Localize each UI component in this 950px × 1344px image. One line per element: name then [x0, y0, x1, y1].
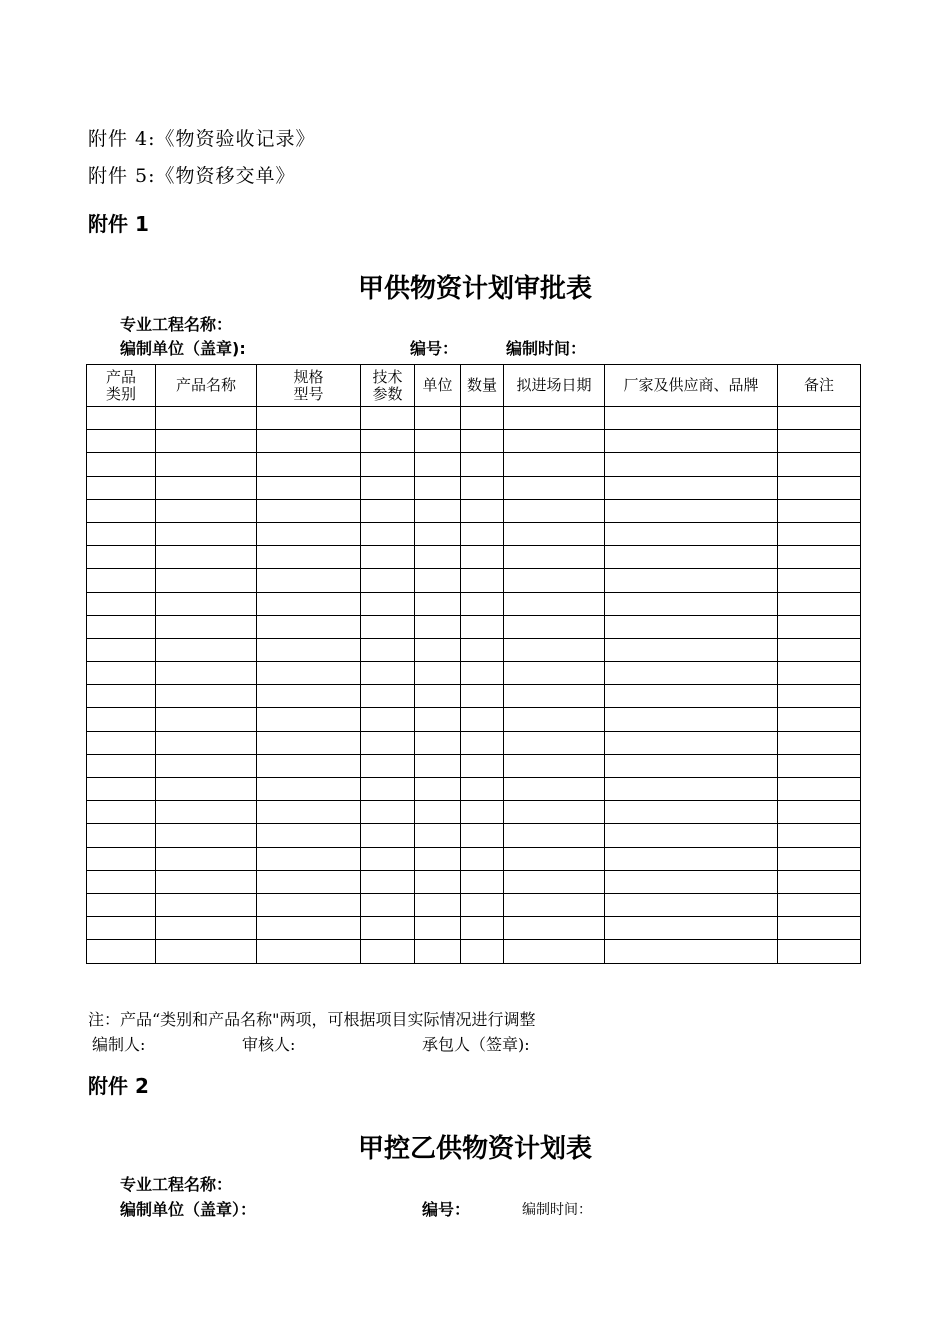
table-cell[interactable] [461, 870, 504, 893]
column-header: 拟进场日期 [504, 365, 605, 407]
column-header: 技术 参数 [361, 365, 415, 407]
table-row [87, 801, 861, 824]
table-cell[interactable] [361, 847, 415, 870]
table-cell[interactable] [361, 917, 415, 940]
table-cell[interactable] [257, 778, 361, 801]
table-cell[interactable] [87, 801, 156, 824]
table-cell[interactable] [605, 870, 778, 893]
table-cell[interactable] [504, 430, 605, 453]
table-cell[interactable] [778, 847, 861, 870]
table-row [87, 731, 861, 754]
table-cell[interactable] [361, 522, 415, 545]
table-row [87, 685, 861, 708]
table-cell[interactable] [156, 638, 257, 661]
table-cell[interactable] [461, 453, 504, 476]
table-cell[interactable] [257, 731, 361, 754]
material-plan-table [86, 364, 861, 964]
table-cell[interactable] [415, 731, 461, 754]
table-cell[interactable] [87, 569, 156, 592]
column-header: 规格 型号 [257, 365, 361, 407]
table-cell[interactable] [87, 499, 156, 522]
attachment2-date-label: 编制时间： [522, 1202, 592, 1218]
table-cell[interactable] [415, 407, 461, 430]
table-cell[interactable] [504, 499, 605, 522]
table-cell[interactable] [605, 546, 778, 569]
table-cell[interactable] [361, 801, 415, 824]
table-cell[interactable] [415, 847, 461, 870]
table-cell[interactable] [605, 476, 778, 499]
table-cell[interactable] [361, 940, 415, 963]
table-cell[interactable] [87, 870, 156, 893]
table-cell[interactable] [257, 430, 361, 453]
table-cell[interactable] [87, 453, 156, 476]
table-cell[interactable] [461, 546, 504, 569]
table-cell[interactable] [778, 615, 861, 638]
table-cell[interactable] [415, 638, 461, 661]
table-cell[interactable] [605, 685, 778, 708]
table-cell[interactable] [361, 893, 415, 916]
table-cell[interactable] [415, 546, 461, 569]
table-cell[interactable] [415, 778, 461, 801]
table-cell[interactable] [361, 499, 415, 522]
table-cell[interactable] [778, 917, 861, 940]
table-cell[interactable] [87, 546, 156, 569]
table-cell[interactable] [361, 476, 415, 499]
table-cell[interactable] [87, 615, 156, 638]
table-cell[interactable] [461, 778, 504, 801]
table-cell[interactable] [257, 615, 361, 638]
table-cell[interactable] [778, 546, 861, 569]
table-cell[interactable] [504, 662, 605, 685]
table-row [87, 522, 861, 545]
table-cell[interactable] [778, 754, 861, 777]
table-cell[interactable] [504, 522, 605, 545]
table-cell[interactable] [361, 638, 415, 661]
table-cell[interactable] [156, 430, 257, 453]
table-cell[interactable] [605, 731, 778, 754]
attachment2-unit-label: 编制单位（盖章）： [120, 1200, 257, 1219]
attachment2-title: 甲控乙供物资计划表 [357, 1134, 592, 1164]
table-cell[interactable] [605, 754, 778, 777]
table-cell[interactable] [461, 801, 504, 824]
table-cell[interactable] [605, 615, 778, 638]
table-cell[interactable] [257, 917, 361, 940]
table-cell[interactable] [778, 685, 861, 708]
table-cell[interactable] [156, 592, 257, 615]
table-cell[interactable] [605, 662, 778, 685]
preparer-label: 编制人: [92, 1035, 146, 1054]
table-cell[interactable] [778, 731, 861, 754]
table-cell[interactable] [778, 778, 861, 801]
table-cell[interactable] [461, 407, 504, 430]
table-cell[interactable] [415, 522, 461, 545]
table-row [87, 662, 861, 685]
table-row [87, 569, 861, 592]
table-cell[interactable] [257, 801, 361, 824]
table-cell[interactable] [504, 592, 605, 615]
table-cell[interactable] [87, 708, 156, 731]
table-cell[interactable] [361, 754, 415, 777]
table-cell[interactable] [361, 731, 415, 754]
table-cell[interactable] [415, 893, 461, 916]
table-cell[interactable] [504, 476, 605, 499]
number-label: 编号： [410, 339, 459, 358]
table-cell[interactable] [605, 522, 778, 545]
table-cell[interactable] [504, 917, 605, 940]
table-cell[interactable] [504, 685, 605, 708]
table-cell[interactable] [778, 453, 861, 476]
table-cell[interactable] [778, 638, 861, 661]
table-cell[interactable] [87, 917, 156, 940]
table-cell[interactable] [605, 893, 778, 916]
attachment2-number-label: 编号： [422, 1200, 471, 1219]
table-cell[interactable] [257, 522, 361, 545]
table-cell[interactable] [504, 569, 605, 592]
attachment2-heading: 附件 2 [88, 1074, 149, 1098]
table-cell[interactable] [257, 499, 361, 522]
table-cell[interactable] [156, 870, 257, 893]
table-cell[interactable] [156, 708, 257, 731]
table-cell[interactable] [504, 638, 605, 661]
table-cell[interactable] [605, 847, 778, 870]
table-cell[interactable] [257, 893, 361, 916]
table-cell[interactable] [361, 662, 415, 685]
table-cell[interactable] [156, 940, 257, 963]
table-row [87, 615, 861, 638]
table-cell[interactable] [461, 592, 504, 615]
attachment2-project-name-label: 专业工程名称： [120, 1175, 233, 1194]
table-cell[interactable] [415, 615, 461, 638]
table-cell[interactable] [361, 685, 415, 708]
table-header-row [87, 365, 861, 407]
table-cell[interactable] [504, 615, 605, 638]
table-cell[interactable] [778, 708, 861, 731]
table-row [87, 870, 861, 893]
table-cell[interactable] [257, 592, 361, 615]
table-cell[interactable] [156, 453, 257, 476]
attachment1-title: 甲供物资计划审批表 [357, 274, 592, 304]
table-cell[interactable] [361, 430, 415, 453]
table-cell[interactable] [605, 708, 778, 731]
reviewer-label: 审核人: [242, 1035, 296, 1054]
table-cell[interactable] [415, 940, 461, 963]
column-header: 产品 类别 [87, 365, 156, 407]
table-cell[interactable] [87, 662, 156, 685]
table-cell[interactable] [504, 708, 605, 731]
table-cell[interactable] [156, 731, 257, 754]
table-cell[interactable] [87, 824, 156, 847]
table-cell[interactable] [415, 662, 461, 685]
table-cell[interactable] [605, 824, 778, 847]
table-cell[interactable] [415, 870, 461, 893]
table-cell[interactable] [87, 731, 156, 754]
table-cell[interactable] [361, 708, 415, 731]
table-cell[interactable] [156, 847, 257, 870]
column-header: 备注 [778, 365, 861, 407]
date-label: 编制时间： [506, 339, 587, 358]
table-row [87, 754, 861, 777]
table-cell[interactable] [156, 893, 257, 916]
table-cell[interactable] [361, 824, 415, 847]
table-cell[interactable] [156, 662, 257, 685]
project-name-label: 专业工程名称： [120, 315, 233, 334]
column-header: 数量 [461, 365, 504, 407]
table-cell[interactable] [415, 430, 461, 453]
table-cell[interactable] [361, 453, 415, 476]
table-cell[interactable] [504, 731, 605, 754]
table-row [87, 592, 861, 615]
table-cell[interactable] [87, 778, 156, 801]
table-cell[interactable] [605, 638, 778, 661]
table-cell[interactable] [504, 778, 605, 801]
table-cell[interactable] [504, 940, 605, 963]
table-row [87, 824, 861, 847]
table-cell[interactable] [605, 407, 778, 430]
table-cell[interactable] [361, 546, 415, 569]
table-cell[interactable] [361, 569, 415, 592]
table-cell[interactable] [461, 569, 504, 592]
table-cell[interactable] [257, 754, 361, 777]
table-cell[interactable] [361, 778, 415, 801]
table-cell[interactable] [461, 847, 504, 870]
table-cell[interactable] [87, 407, 156, 430]
table-cell[interactable] [504, 870, 605, 893]
table-cell[interactable] [461, 522, 504, 545]
table-cell[interactable] [87, 847, 156, 870]
table-cell[interactable] [778, 801, 861, 824]
table-cell[interactable] [415, 708, 461, 731]
table-cell[interactable] [461, 615, 504, 638]
table-cell[interactable] [257, 708, 361, 731]
table-cell[interactable] [461, 662, 504, 685]
table-cell[interactable] [87, 522, 156, 545]
table-cell[interactable] [361, 592, 415, 615]
table-cell[interactable] [87, 638, 156, 661]
table-cell[interactable] [605, 592, 778, 615]
table-cell[interactable] [778, 870, 861, 893]
table-cell[interactable] [415, 569, 461, 592]
table-cell[interactable] [778, 407, 861, 430]
table-row [87, 407, 861, 430]
table-cell[interactable] [257, 569, 361, 592]
unit-label: 编制单位（盖章): [120, 339, 246, 358]
table-cell[interactable] [504, 407, 605, 430]
table-row [87, 453, 861, 476]
table-cell[interactable] [415, 917, 461, 940]
table-cell[interactable] [415, 453, 461, 476]
table-cell[interactable] [257, 662, 361, 685]
attachment1-heading: 附件 1 [88, 212, 149, 236]
table-cell[interactable] [461, 940, 504, 963]
table-cell[interactable] [504, 754, 605, 777]
table-cell[interactable] [461, 685, 504, 708]
attachment-list-item: 附件 5:《物资移交单》 [88, 165, 296, 187]
table-cell[interactable] [156, 546, 257, 569]
table-cell[interactable] [257, 870, 361, 893]
table-cell[interactable] [415, 824, 461, 847]
column-header: 厂家及供应商、品牌 [605, 365, 778, 407]
table-cell[interactable] [461, 476, 504, 499]
table-cell[interactable] [504, 893, 605, 916]
table-cell[interactable] [461, 824, 504, 847]
table-note: 注：产品“类别和产品名称"两项，可根据项目实际情况进行调整 [88, 1010, 536, 1029]
table-cell[interactable] [605, 569, 778, 592]
table-cell[interactable] [257, 940, 361, 963]
table-cell[interactable] [415, 476, 461, 499]
table-row [87, 940, 861, 963]
table-cell[interactable] [461, 731, 504, 754]
table-cell[interactable] [257, 638, 361, 661]
table-cell[interactable] [156, 917, 257, 940]
table-cell[interactable] [257, 546, 361, 569]
table-row [87, 778, 861, 801]
table-cell[interactable] [87, 754, 156, 777]
table-cell[interactable] [778, 430, 861, 453]
table-cell[interactable] [156, 754, 257, 777]
table-cell[interactable] [87, 940, 156, 963]
table-cell[interactable] [461, 638, 504, 661]
table-cell[interactable] [87, 685, 156, 708]
table-cell[interactable] [156, 499, 257, 522]
table-cell[interactable] [156, 569, 257, 592]
table-cell[interactable] [778, 824, 861, 847]
table-cell[interactable] [361, 615, 415, 638]
table-cell[interactable] [778, 522, 861, 545]
table-cell[interactable] [461, 754, 504, 777]
table-cell[interactable] [156, 476, 257, 499]
table-cell[interactable] [504, 453, 605, 476]
table-cell[interactable] [504, 801, 605, 824]
table-cell[interactable] [605, 430, 778, 453]
table-cell[interactable] [461, 430, 504, 453]
table-cell[interactable] [156, 824, 257, 847]
table-cell[interactable] [605, 499, 778, 522]
table-row [87, 499, 861, 522]
table-cell[interactable] [461, 893, 504, 916]
table-cell[interactable] [257, 685, 361, 708]
table-cell[interactable] [415, 801, 461, 824]
table-cell[interactable] [778, 893, 861, 916]
table-cell[interactable] [605, 917, 778, 940]
table-cell[interactable] [415, 754, 461, 777]
table-cell[interactable] [156, 407, 257, 430]
table-row [87, 893, 861, 916]
table-cell[interactable] [605, 453, 778, 476]
table-cell[interactable] [156, 615, 257, 638]
table-row [87, 708, 861, 731]
table-row [87, 476, 861, 499]
table-cell[interactable] [156, 685, 257, 708]
table-cell[interactable] [87, 893, 156, 916]
table-cell[interactable] [156, 801, 257, 824]
table-cell[interactable] [361, 407, 415, 430]
table-cell[interactable] [257, 847, 361, 870]
table-cell[interactable] [461, 499, 504, 522]
table-cell[interactable] [461, 708, 504, 731]
table-cell[interactable] [415, 592, 461, 615]
contractor-label: 承包人（签章): [422, 1035, 530, 1054]
table-cell[interactable] [778, 662, 861, 685]
table-row [87, 847, 861, 870]
table-row [87, 546, 861, 569]
table-cell[interactable] [415, 685, 461, 708]
table-cell[interactable] [87, 592, 156, 615]
table-cell[interactable] [778, 499, 861, 522]
column-header: 产品名称 [156, 365, 257, 407]
table-row [87, 430, 861, 453]
table-cell[interactable] [361, 870, 415, 893]
table-row [87, 638, 861, 661]
table-cell[interactable] [156, 778, 257, 801]
table-cell[interactable] [504, 546, 605, 569]
table-cell[interactable] [504, 847, 605, 870]
table-cell[interactable] [605, 940, 778, 963]
table-cell[interactable] [605, 778, 778, 801]
table-cell[interactable] [415, 499, 461, 522]
table-cell[interactable] [156, 522, 257, 545]
table-cell[interactable] [257, 476, 361, 499]
table-cell[interactable] [504, 824, 605, 847]
table-cell[interactable] [461, 917, 504, 940]
attachment-list-item: 附件 4:《物资验收记录》 [88, 128, 316, 150]
column-header: 单位 [415, 365, 461, 407]
table-cell[interactable] [257, 453, 361, 476]
table-cell[interactable] [87, 430, 156, 453]
table-cell[interactable] [257, 824, 361, 847]
table-cell[interactable] [778, 476, 861, 499]
table-cell[interactable] [778, 940, 861, 963]
table-cell[interactable] [257, 407, 361, 430]
table-row [87, 917, 861, 940]
table-cell[interactable] [87, 476, 156, 499]
table-cell[interactable] [778, 569, 861, 592]
table-cell[interactable] [778, 592, 861, 615]
table-cell[interactable] [605, 801, 778, 824]
